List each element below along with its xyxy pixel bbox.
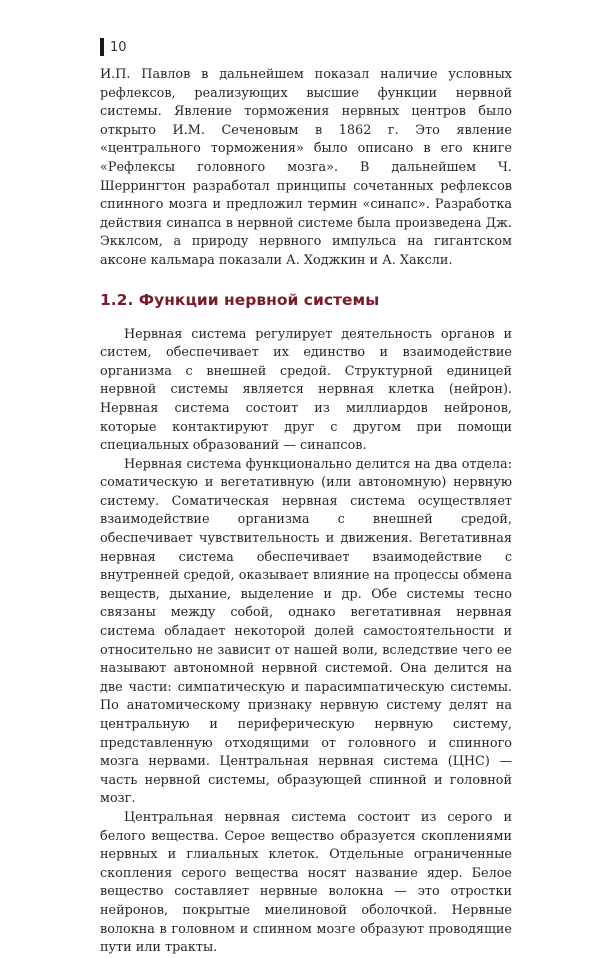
header-bar <box>100 38 104 56</box>
intro-paragraph: И.П. Павлов в дальнейшем показал наличие условных рефлексов, реализующих высшие функции нервной системы. Явление торможения нервных центров было открыто И.М. Сеченовым в 1862 г. Это явление «центрального торможения» было описано в его книге «Рефлексы головного мозга». В дальнейшем Ч. Шеррингтон разработал принципы сочетанных рефлексов спинного мозга и предложил термин «синапс». Разработка действия синапса в нервной системе была произведена Дж. Экклсом, а природу нервного импульса на гигантском аксоне кальмара показали А. Ходжкин и А. Хаксли. <box>100 67 512 268</box>
section-paragraph-1: Нервная система регулирует деятельность органов и систем, обеспечивает их единство и взаимодействие организма с внешней средой. Структурной единицей нервной системы является нервная клетка (нейрон). Нервная система состоит из миллиардов нейронов, которые контактируют друг с другом при помощи специальных образований — синапсов. <box>100 326 512 454</box>
section-paragraph-3: Центральная нервная система состоит из серого и белого вещества. Серое вещество образуется скоплениями нервных и глиальных клеток. Отдельные ограниченные скопления серого вещества носят название ядер. Белое вещество составляет нервные волокна — это отростки нейронов, покрытые миелиновой оболочкой. Нервные волокна в головном и спинном мозге образуют проводящие пути или тракты. <box>100 809 512 956</box>
section-paragraph-2: Нервная система функционально делится на два отдела: соматическую и вегетативную (или автономную) нервную систему. Соматическая нервная система осуществляет взаимодействие организма с внешней средой, обеспечивает чувствительность и движения. Вегетативная нервная система обеспечивает взаимодействие с внутренней средой, оказывает влияние на процессы обмена веществ, дыхание, выделение и др. Обе системы тесно связаны между собой, однако вегетативная нервная система обладает некоторой долей самостоятельности и относительно не зависит от нашей воли, вследствие чего ее называют автономной нервной системой. Она делится на две части: симпатическую и парасимпатическую системы. По анатомическому признаку нервную систему делят на центральную и периферическую нервную систему, представленную отходящими от головного и спинного мозга нервами. Центральная нервная система (ЦНС) — часть нервной системы, образующей спинной и головной мозг. <box>100 456 512 807</box>
page-number: 10 <box>110 39 127 55</box>
page-header <box>100 38 127 56</box>
section-heading: 1.2. Функции нервной системы <box>100 290 380 309</box>
page-content <box>100 66 512 958</box>
